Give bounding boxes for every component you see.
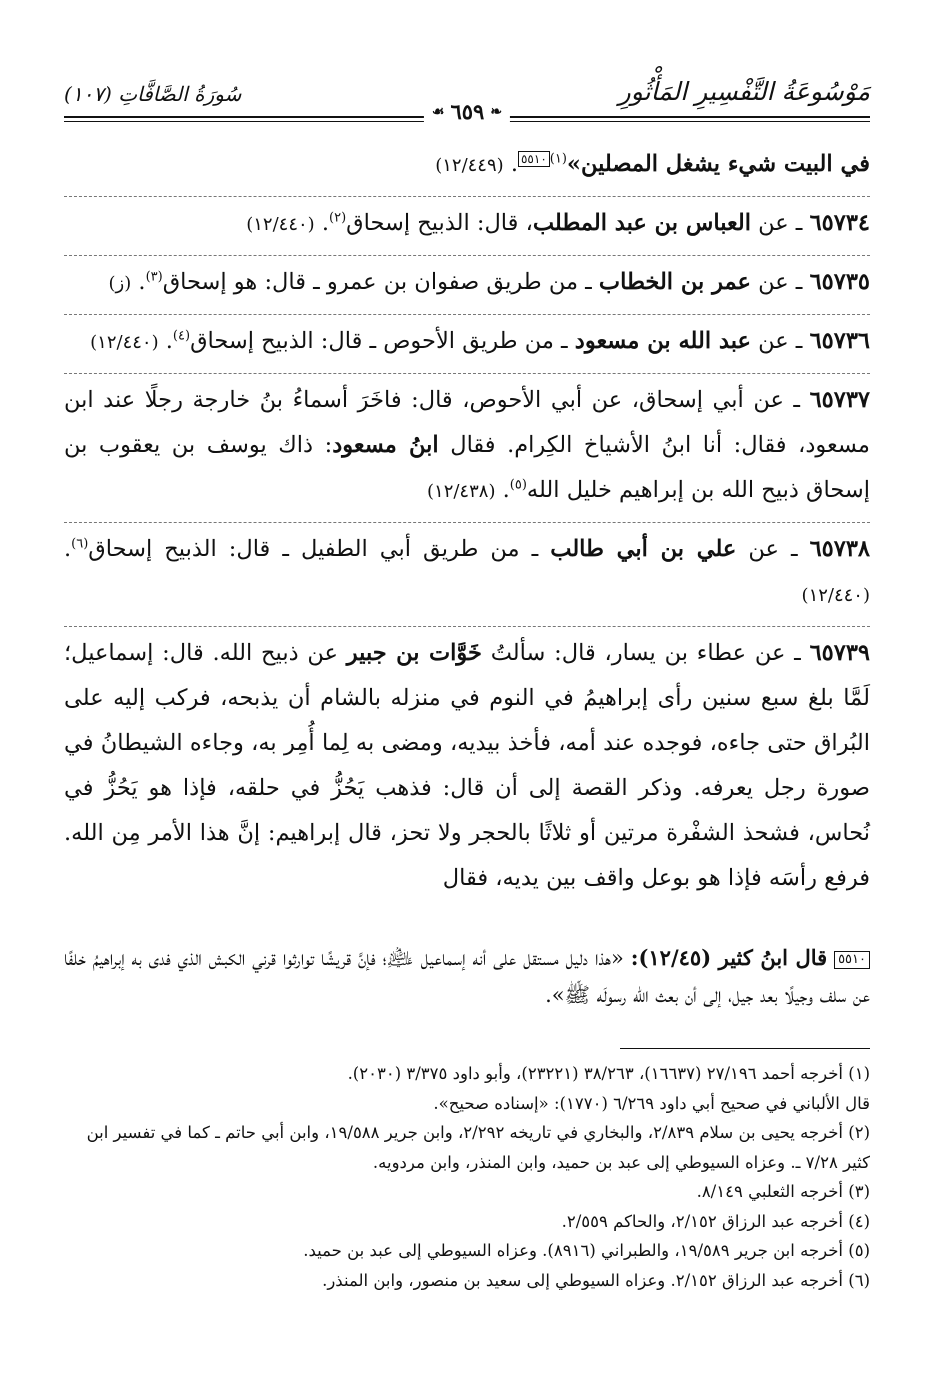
entry-text: ـ عن	[750, 269, 810, 295]
entry-number: ٦٥٧٣٤	[809, 210, 870, 236]
footnote: (٦) أخرجه عبد الرزاق ٢/١٥٢. وعزاه السيوطي إلى سعيد بن منصور، وابن المنذر.	[322, 1270, 870, 1290]
entry-text: ـ عن	[750, 328, 810, 354]
main-text	[64, 142, 870, 907]
entry-number: ٦٥٧٣٧	[809, 387, 870, 413]
surah-title: سُورَةُ الصَّافَّاتِ (١٠٧)	[64, 82, 242, 106]
footnote-ref: (٤)	[172, 328, 191, 344]
volume-ref: (ز)	[108, 273, 132, 294]
footnote: قال الألباني في صحيح أبي داود ٦/٢٦٩ (١٧٧٠): «إسناده صحيح».	[433, 1093, 870, 1113]
footnote-ref: (١)	[549, 151, 567, 167]
footnote: (٣) أخرجه الثعلبي ٨/١٤٩.	[696, 1182, 870, 1201]
narrator-name: العباس بن عبد المطلب	[532, 210, 751, 236]
entry-number: ٦٥٧٣٩	[809, 640, 870, 666]
entry-text: : ذاك يوسف بن يعقوب بن إسحاق ذبيح الله بن إبراهيم خليل الله	[64, 432, 870, 503]
entry-65738: ٦٥٧٣٨ ـ عن علي بن أبي طالب ـ من طريق أبي الطفيل ـ قال: الذبيح إسحاق$^{(٦)}$. (١٢/٤٤٠)	[64, 536, 870, 606]
commentary-note	[64, 939, 870, 1014]
entry-separator	[64, 522, 870, 523]
running-header	[64, 62, 870, 124]
ornament-icon: ☙	[431, 103, 445, 120]
footnote-ref: (٢)	[329, 210, 347, 226]
footnote-ref: (٥)	[509, 477, 527, 493]
entry-number: ٦٥٧٣٨	[809, 536, 870, 562]
entry-65735: ٦٥٧٣٥ ـ عن عمر بن الخطاب ـ من طريق صفوان بن عمرو ـ قال: هو إسحاق$^{(٣)}$. (ز)	[108, 269, 870, 295]
volume-ref: (١٢/٤٤٩)	[435, 155, 504, 176]
entry-text: ـ من طريق الأحوص ـ قال: الذبيح إسحاق	[190, 328, 575, 354]
entry-65734: ٦٥٧٣٤ ـ عن العباس بن عبد المطلب، قال: الذبيح إسحاق$^{(٢)}$. (١٢/٤٤٠)	[246, 210, 870, 236]
narrator-name: عبد الله بن مسعود	[574, 328, 751, 354]
volume-ref: (١٢/٤٣٨)	[427, 481, 496, 502]
volume-ref: (١٢/٤٤٠)	[90, 332, 159, 353]
entry-65737: ٦٥٧٣٧ ـ عن أبي إسحاق، عن أبي الأحوص، قال: فاخَرَ أسماءُ بنُ خارجة رجلًا عند ابن مسعود، فقال: أنا ابنُ الأشياخ الكِرام. فقال ابنُ مسعود: ذاك يوسف بن يعقوب بن إسحاق ذبيح الله بن إبراهيم خليل الله$^{(٥)}$. (١٢/٤٣٨)	[64, 387, 870, 503]
note-text: «هذا دليل مستقل على أنه إسماعيل ﵇؛ فإنَّ قريشًا توارثوا قرني الكبش الذي فدى به إبراهيمُ خلفًا عن سلف وجيلًا بعد جيل، إلى أن بعث الله رسولَه ﷺ».	[64, 946, 870, 1007]
continuation-line: في البيت شيء يشغل المصلين»$^{(١)}$٥٥١٠. (١٢/٤٤٩)	[435, 151, 870, 177]
entry-text: ـ من طريق أبي الطفيل ـ قال: الذبيح إسحاق	[88, 536, 551, 562]
volume-ref: (١٢/٤٤٠)	[801, 585, 870, 606]
page	[64, 62, 870, 1295]
footnote: (١) أخرجه أحمد ٢٧/١٩٦ (١٦٦٣٧)، ٣٨/٢٦٣ (٢٣٢٢١)، وأبو داود ٣/٣٧٥ (٢٠٣٠).	[347, 1064, 870, 1083]
note-lead: قال ابنُ كثير (١٢/٤٥):	[630, 945, 828, 970]
entry-text: ، قال: الذبيح إسحاق	[346, 210, 533, 236]
entry-separator	[64, 255, 870, 256]
page-number: ٦٥٩	[450, 99, 485, 124]
ornament-icon: ❧	[490, 103, 503, 120]
note-number-box: ٥٥١٠	[834, 951, 870, 969]
footnotes	[64, 1059, 870, 1295]
footnote: (٤) أخرجه عبد الرزاق ٢/١٥٢، والحاكم ٢/٥٥٩.	[561, 1211, 870, 1231]
narrator-name: خَوَّات بن جبير	[346, 640, 482, 666]
footnote: (٢) أخرجه يحيى بن سلام ٢/٨٣٩، والبخاري في تاريخه ٢/٢٩٢، وابن جرير ١٩/٥٨٨، وابن أبي حاتم ـ كما في تفسير ابن كثير ٧/٢٨ ـ. وعزاه السيوطي إلى عبد بن حميد، وابن المنذر، وابن مردويه.	[86, 1123, 870, 1172]
entry-separator	[64, 314, 870, 315]
footnote-ref: (٦)	[71, 536, 89, 552]
entry-text: ـ عن	[750, 210, 810, 236]
entry-separator	[64, 373, 870, 374]
footnote-ref: (٣)	[145, 269, 163, 285]
entry-text: ـ من طريق صفوان بن عمرو ـ قال: هو إسحاق	[162, 269, 599, 295]
continuation-text: في البيت شيء يشغل المصلين»	[566, 151, 870, 177]
narrator-name: عمر بن الخطاب	[598, 269, 751, 295]
entry-number: ٦٥٧٣٦	[809, 328, 870, 354]
note-ref-box: ٥٥١٠	[518, 151, 550, 167]
volume-ref: (١٢/٤٤٠)	[246, 214, 315, 235]
entry-65736: ٦٥٧٣٦ ـ عن عبد الله بن مسعود ـ من طريق الأحوص ـ قال: الذبيح إسحاق$^{(٤)}$. (١٢/٤٤٠)	[90, 328, 870, 354]
narrator-name: علي بن أبي طالب	[550, 536, 737, 562]
entry-number: ٦٥٧٣٥	[809, 269, 870, 295]
entry-text: ـ عن عطاء بن يسار، قال: سألتُ	[481, 640, 810, 666]
page-number-ornament	[424, 99, 510, 124]
book-title: مَوْسُوعَةُ التَّفْسِيرِ المَأْثُورِ	[618, 77, 870, 106]
narrator-name: ابنُ مسعود	[332, 432, 439, 458]
entry-65739	[64, 631, 870, 907]
entry-text: ـ عن	[736, 536, 810, 562]
entry-text: ـ عن أبي إسحاق، عن أبي الأحوص، قال: فاخَرَ أسماءُ بنُ خارجة رجلًا عند ابن مسعود، فقال: أنا ابنُ الأشياخ الكِرام. فقال	[64, 387, 870, 458]
footnote-rule	[620, 1048, 870, 1049]
entry-separator	[64, 196, 870, 197]
entry-text: عن ذبيح الله. قال: إسماعيل؛ لَمَّا بلغ سبع سنين رأى إبراهيمُ في النوم في منزله بالشام أن يذبحه، فركب إليه على البُراق حتى جاءه، فوجده عند أمه، فأخذ بيديه، ومضى به لِما أُمِر به، وجاءه الشيطانُ في صورة رجل يعرفه. وذكر القصة إلى أن قال: فذهب يَحُزُّ في حلقه، فإذا هو يَحُزُّ في نُحاس، فشحذ الشفْرة مرتين أو ثلاثًا بالحجر ولا تحز، قال إبراهيم: إنَّ هذا الأمر مِن الله. فرفع رأسَه فإذا هو بوعل واقف بين يديه، فقال	[64, 640, 870, 891]
entry-separator	[64, 626, 870, 627]
footnote: (٥) أخرجه ابن جرير ١٩/٥٨٩، والطبراني (٨٩١٦). وعزاه السيوطي إلى عبد بن حميد.	[303, 1241, 870, 1260]
